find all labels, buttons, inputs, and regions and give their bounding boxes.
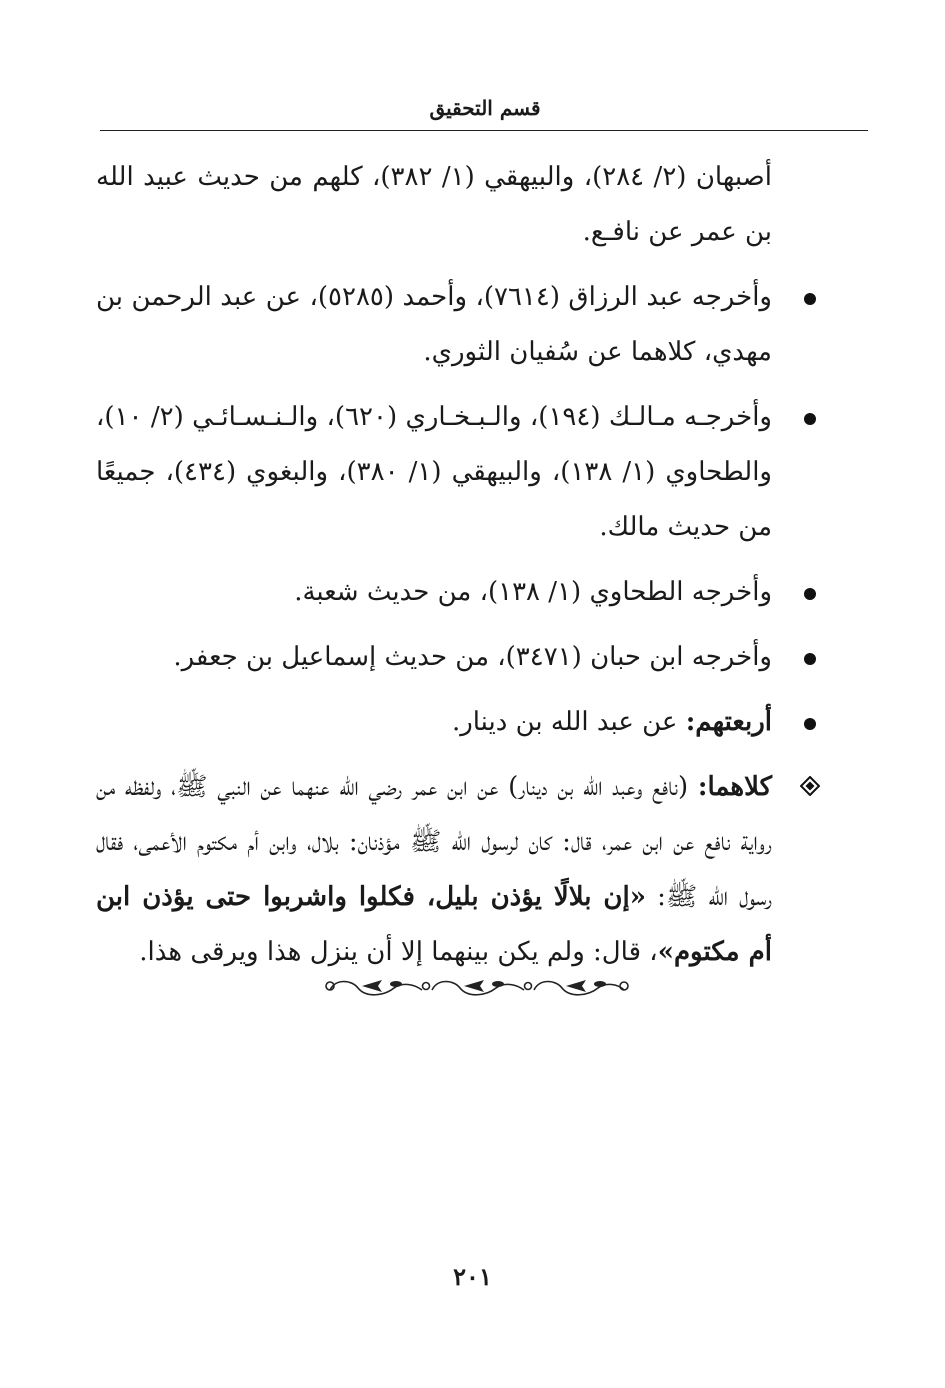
- summary-label: كلاهما:: [697, 772, 772, 802]
- list-item: [96, 270, 772, 380]
- hadith-quote: «إن بلالًا يؤذن بليل، فكلوا واشربوا حتى يؤذن ابن أم مكتوم»: [96, 882, 772, 967]
- running-header: قسم التحقيق: [429, 96, 541, 120]
- bullet-dot-icon: [804, 653, 816, 665]
- list-item: [96, 630, 772, 685]
- list-item: [96, 695, 772, 750]
- diamond-bullet-icon: [800, 776, 820, 796]
- takhrij-list: [96, 270, 772, 750]
- list-item-text: وأخرجـه مـالـك (١٩٤)، والـبـخـاري (٦٢٠)، والـنـسـائـي (٢/ ١٠)، والطحاوي (١/ ١٣٨)، والبيهقي (١/ ٣٨٠)، والبغوي (٤٣٤)، جميعًا من حديث مالك.: [96, 402, 772, 542]
- header-rule: [100, 130, 868, 131]
- summary-text-2: ، قال: ولم يكن بينهما إلا أن ينزل هذا ويرقى هذا.: [139, 937, 658, 967]
- bullet-dot-icon: [804, 588, 816, 600]
- continued-paragraph: أصبهان (٢/ ٢٨٤)، والبيهقي (١/ ٣٨٢)، كلهم من حديث عبيد الله بن عمر عن نافـع.: [96, 162, 772, 247]
- summary-paragraph: [96, 760, 772, 980]
- list-item-text: وأخرجه عبد الرزاق (٧٦١٤)، وأحمد (٥٢٨٥)، عن عبد الرحمن بن مهدي، كلاهما عن سُفيان الثوري.: [96, 282, 772, 367]
- list-item-text: وأخرجه الطحاوي (١/ ١٣٨)، من حديث شعبة.: [294, 577, 772, 607]
- list-item-text: وأخرجه ابن حبان (٣٤٧١)، من حديث إسماعيل بن جعفر.: [173, 642, 772, 672]
- list-item: [96, 565, 772, 620]
- list-item: [96, 390, 772, 555]
- summary-text-1: (نافع وعبد الله بن دينار) عن ابن عمر رضي الله عنهما عن النبي ﷺ، ولفظه من رواية نافع عن ابن عمر، قال: كان لرسول الله ﷺ مؤذنان: بلال، وابن أم مكتوم الأعمى، فقال رسول الله ﷺ:: [96, 772, 773, 912]
- list-item-label: أربعتهم:: [685, 707, 772, 737]
- bullet-dot-icon: [804, 413, 816, 425]
- section-divider-ornament-icon: [322, 968, 632, 1004]
- bullet-dot-icon: [804, 293, 816, 305]
- list-item-text: عن عبد الله بن دينار.: [451, 707, 686, 737]
- page-number: ٢٠١: [453, 1262, 492, 1291]
- bullet-dot-icon: [804, 718, 816, 730]
- main-text: [96, 150, 772, 980]
